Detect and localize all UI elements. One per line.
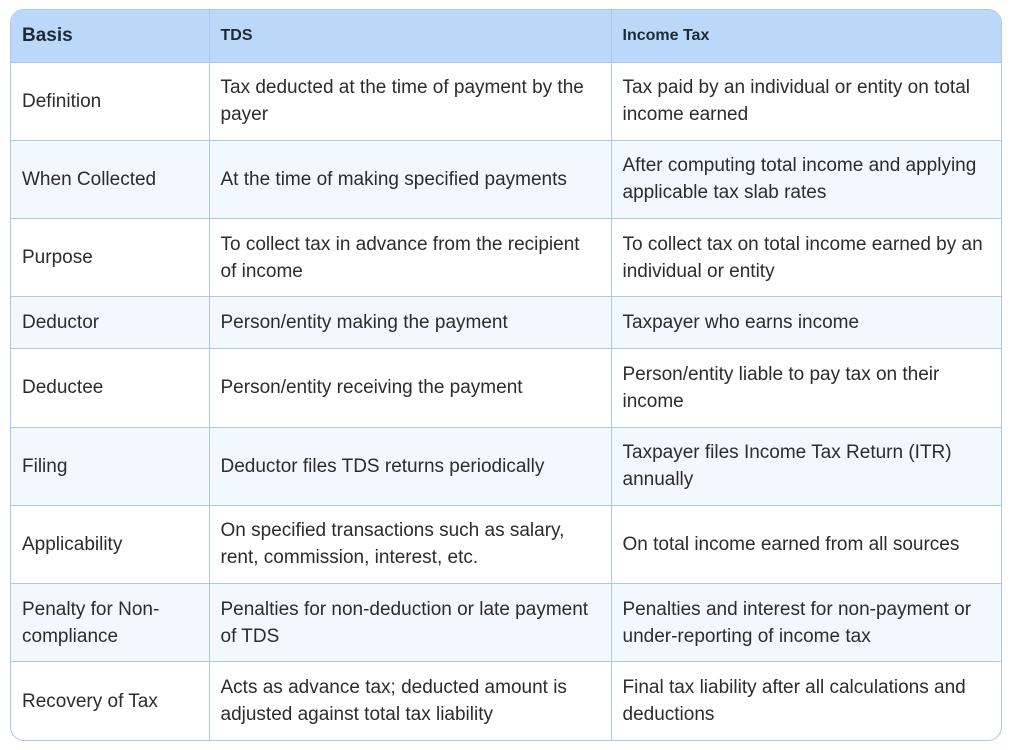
table-row (11, 662, 1001, 740)
cell-basis: When Collected (11, 140, 209, 218)
cell-tds: On specified transactions such as salary, rent, commission, interest, etc. (209, 505, 611, 583)
table-row (11, 427, 1001, 505)
cell-tds: At the time of making specified payments (209, 140, 611, 218)
cell-income-tax: Taxpayer files Income Tax Return (ITR) annually (611, 427, 1001, 505)
table-row (11, 140, 1001, 218)
tds-vs-income-tax-table (11, 10, 1001, 740)
cell-basis: Definition (11, 62, 209, 140)
cell-income-tax: Tax paid by an individual or entity on total income earned (611, 62, 1001, 140)
cell-tds: Penalties for non-deduction or late payment of TDS (209, 583, 611, 661)
header-basis: Basis (11, 10, 209, 62)
cell-tds: Deductor files TDS returns periodically (209, 427, 611, 505)
header-tds: TDS (209, 10, 611, 62)
table-row (11, 218, 1001, 296)
cell-tds: To collect tax in advance from the recipient of income (209, 218, 611, 296)
table-row (11, 583, 1001, 661)
table-row (11, 297, 1001, 349)
cell-income-tax: Person/entity liable to pay tax on their income (611, 349, 1001, 427)
table-row (11, 505, 1001, 583)
table-row (11, 349, 1001, 427)
cell-income-tax: Final tax liability after all calculations and deductions (611, 662, 1001, 740)
cell-basis: Purpose (11, 218, 209, 296)
cell-tds: Acts as advance tax; deducted amount is adjusted against total tax liability (209, 662, 611, 740)
cell-basis: Applicability (11, 505, 209, 583)
cell-income-tax: Penalties and interest for non-payment or under-reporting of income tax (611, 583, 1001, 661)
table-row (11, 62, 1001, 140)
cell-income-tax: Taxpayer who earns income (611, 297, 1001, 349)
cell-basis: Deductee (11, 349, 209, 427)
cell-basis: Filing (11, 427, 209, 505)
cell-basis: Penalty for Non-compliance (11, 583, 209, 661)
cell-income-tax: On total income earned from all sources (611, 505, 1001, 583)
cell-income-tax: After computing total income and applying applicable tax slab rates (611, 140, 1001, 218)
table-header-row (11, 10, 1001, 62)
cell-basis: Recovery of Tax (11, 662, 209, 740)
cell-tds: Person/entity receiving the payment (209, 349, 611, 427)
cell-tds: Person/entity making the payment (209, 297, 611, 349)
header-income-tax: Income Tax (611, 10, 1001, 62)
cell-tds: Tax deducted at the time of payment by the payer (209, 62, 611, 140)
cell-income-tax: To collect tax on total income earned by an individual or entity (611, 218, 1001, 296)
comparison-table-container (10, 9, 1002, 741)
cell-basis: Deductor (11, 297, 209, 349)
